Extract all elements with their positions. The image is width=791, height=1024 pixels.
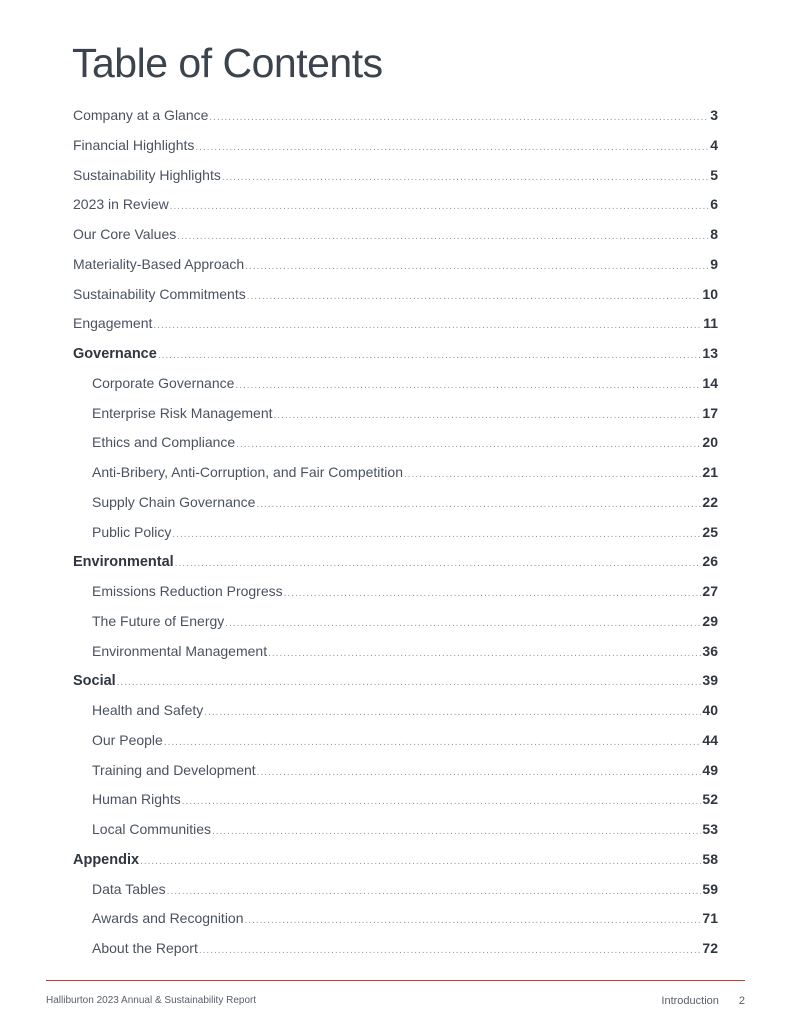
toc-entry-page[interactable]: 49 xyxy=(702,761,718,778)
toc-entry-page[interactable]: 58 xyxy=(702,850,718,867)
toc-entry[interactable] xyxy=(73,461,718,491)
toc-entry-page[interactable]: 5 xyxy=(710,166,718,183)
toc-leader-dots xyxy=(177,226,709,248)
toc-entry[interactable] xyxy=(73,788,718,818)
toc-entry-page[interactable]: 9 xyxy=(710,255,718,272)
toc-entry[interactable] xyxy=(73,431,718,461)
toc-entry[interactable] xyxy=(73,878,718,908)
toc-entry-label[interactable]: Social xyxy=(73,673,116,690)
toc-entry-page[interactable]: 59 xyxy=(702,880,718,897)
toc-leader-dots xyxy=(247,286,702,308)
toc-leader-dots xyxy=(195,137,709,159)
toc-entry-page[interactable]: 29 xyxy=(702,612,718,629)
toc-entry[interactable] xyxy=(73,640,718,670)
toc-leader-dots xyxy=(245,910,702,932)
toc-leader-dots xyxy=(225,613,701,635)
toc-leader-dots xyxy=(256,494,701,516)
toc-entry-label[interactable]: Environmental Management xyxy=(92,642,268,659)
toc-entry-label[interactable]: Our Core Values xyxy=(73,226,177,242)
toc-entry[interactable] xyxy=(73,610,718,640)
toc-entry-page[interactable]: 44 xyxy=(702,731,718,748)
toc-entry-page[interactable]: 71 xyxy=(702,910,718,927)
toc-leader-dots xyxy=(182,791,702,813)
toc-leader-dots xyxy=(199,940,702,962)
toc-entry[interactable] xyxy=(73,521,718,551)
toc-entry-label[interactable]: Awards and Recognition xyxy=(92,910,244,927)
toc-entry-label[interactable]: Financial Highlights xyxy=(73,136,195,153)
toc-entry-label[interactable]: Sustainability Highlights xyxy=(73,166,221,183)
toc-entry-page[interactable]: 27 xyxy=(702,583,718,599)
toc-entry-label[interactable]: Our People xyxy=(92,731,163,748)
toc-entry[interactable] xyxy=(73,580,718,610)
toc-entry-page[interactable]: 72 xyxy=(702,940,718,956)
toc-entry[interactable] xyxy=(73,491,718,521)
toc-entry-page[interactable]: 10 xyxy=(702,285,718,302)
toc-entry[interactable] xyxy=(73,907,718,937)
toc-entry-label[interactable]: Training and Development xyxy=(92,761,256,778)
toc-entry-page[interactable]: 17 xyxy=(702,404,718,421)
toc-entry-page[interactable]: 21 xyxy=(702,464,718,480)
toc-leader-dots xyxy=(284,583,702,605)
table-of-contents xyxy=(73,104,718,967)
toc-entry[interactable] xyxy=(73,848,718,878)
toc-entry-page[interactable]: 52 xyxy=(702,791,718,808)
toc-entry-label[interactable]: Appendix xyxy=(73,851,140,868)
toc-leader-dots xyxy=(236,434,701,456)
toc-entry[interactable] xyxy=(73,253,718,283)
toc-entry[interactable] xyxy=(73,818,718,848)
toc-leader-dots xyxy=(167,881,702,903)
toc-entry[interactable] xyxy=(73,550,718,580)
toc-entry[interactable] xyxy=(73,223,718,253)
toc-entry[interactable] xyxy=(73,342,718,372)
toc-entry[interactable] xyxy=(73,729,718,759)
toc-entry-label[interactable]: Supply Chain Governance xyxy=(92,493,256,510)
toc-leader-dots xyxy=(404,464,701,486)
toc-entry[interactable] xyxy=(73,669,718,699)
toc-entry-page[interactable]: 39 xyxy=(702,672,718,689)
toc-entry-page[interactable]: 20 xyxy=(702,434,718,451)
toc-entry[interactable] xyxy=(73,104,718,134)
toc-entry[interactable] xyxy=(73,193,718,223)
toc-entry-label[interactable]: Sustainability Commitments xyxy=(73,285,246,302)
toc-entry-label[interactable]: Company at a Glance xyxy=(73,107,209,123)
toc-leader-dots xyxy=(245,256,709,278)
toc-entry-label[interactable]: Health and Safety xyxy=(92,702,204,718)
toc-entry-label[interactable]: About the Report xyxy=(92,940,198,956)
footer-divider xyxy=(46,980,745,981)
toc-entry-page[interactable]: 26 xyxy=(702,553,718,570)
toc-entry-label[interactable]: Ethics and Compliance xyxy=(92,434,236,451)
toc-leader-dots xyxy=(175,553,702,575)
toc-entry[interactable] xyxy=(73,699,718,729)
toc-entry-label[interactable]: Corporate Governance xyxy=(92,374,235,391)
toc-leader-dots xyxy=(172,524,701,546)
toc-entry-label[interactable]: Materiality-Based Approach xyxy=(73,255,245,272)
footer-report-name: Halliburton 2023 Annual & Sustainability Report xyxy=(46,995,257,1006)
toc-leader-dots xyxy=(170,196,709,218)
toc-leader-dots xyxy=(209,107,709,129)
toc-leader-dots xyxy=(274,405,702,427)
toc-entry-label[interactable]: Environmental xyxy=(73,554,174,571)
toc-entry[interactable] xyxy=(73,312,718,342)
toc-leader-dots xyxy=(257,762,702,784)
toc-leader-dots xyxy=(164,732,702,754)
toc-entry-page[interactable]: 14 xyxy=(702,374,718,391)
footer-page-number: 2 xyxy=(738,995,745,1007)
toc-entry-page[interactable]: 13 xyxy=(702,345,718,361)
toc-entry-label[interactable]: Data Tables xyxy=(92,880,166,897)
toc-entry-page[interactable]: 40 xyxy=(702,702,718,718)
footer-section-label: Introduction xyxy=(661,995,719,1007)
toc-entry-page[interactable]: 6 xyxy=(710,196,718,213)
toc-entry[interactable] xyxy=(73,372,718,402)
toc-leader-dots xyxy=(204,702,701,724)
toc-entry-page[interactable]: 22 xyxy=(702,493,718,510)
toc-leader-dots xyxy=(212,821,701,843)
toc-entry[interactable] xyxy=(73,402,718,432)
toc-entry-label[interactable]: 2023 in Review xyxy=(73,196,169,213)
toc-entry-label[interactable]: The Future of Energy xyxy=(92,612,225,629)
toc-entry-label[interactable]: Public Policy xyxy=(92,523,172,540)
toc-entry-page[interactable]: 8 xyxy=(710,226,718,242)
toc-entry[interactable] xyxy=(73,134,718,164)
toc-entry-label[interactable]: Enterprise Risk Management xyxy=(92,404,273,421)
toc-entry-label[interactable]: Emissions Reduction Progress xyxy=(92,583,283,599)
toc-leader-dots xyxy=(222,167,709,189)
toc-entry[interactable] xyxy=(73,937,718,967)
toc-entry[interactable] xyxy=(73,283,718,313)
toc-entry-page[interactable]: 11 xyxy=(703,315,718,332)
toc-entry-label[interactable]: Governance xyxy=(73,346,157,362)
toc-entry-page[interactable]: 25 xyxy=(702,523,718,540)
toc-leader-dots xyxy=(140,851,701,873)
toc-leader-dots xyxy=(117,672,702,694)
toc-leader-dots xyxy=(158,345,702,367)
toc-entry-label[interactable]: Human Rights xyxy=(92,791,181,808)
toc-leader-dots xyxy=(153,315,702,337)
page-title: Table of Contents xyxy=(72,40,383,86)
toc-entry[interactable] xyxy=(73,759,718,789)
toc-entry[interactable] xyxy=(73,164,718,194)
toc-entry-page[interactable]: 4 xyxy=(710,136,718,153)
toc-entry-label[interactable]: Local Communities xyxy=(92,821,212,837)
footer-section xyxy=(661,995,745,1007)
toc-entry-page[interactable]: 3 xyxy=(710,107,718,123)
toc-entry-page[interactable]: 53 xyxy=(702,821,718,837)
toc-leader-dots xyxy=(268,643,701,665)
toc-entry-page[interactable]: 36 xyxy=(702,642,718,659)
toc-entry-label[interactable]: Anti-Bribery, Anti-Corruption, and Fair Competition xyxy=(92,464,403,480)
toc-entry-label[interactable]: Engagement xyxy=(73,315,153,332)
toc-leader-dots xyxy=(235,375,701,397)
